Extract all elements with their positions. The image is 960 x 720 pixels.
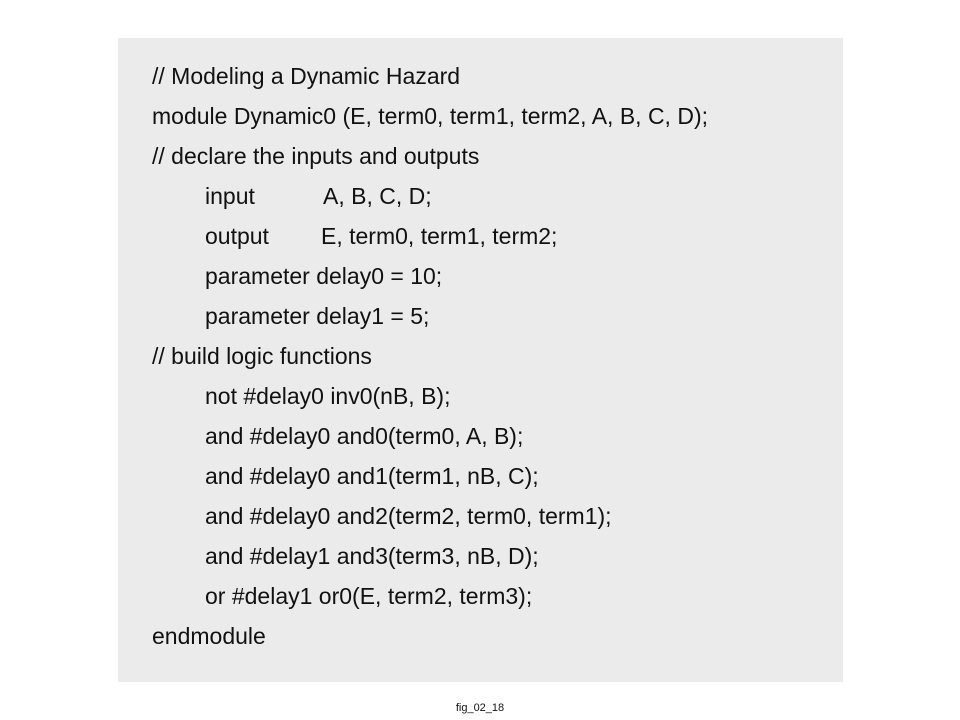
code-output-line — [205, 216, 557, 256]
code-output-keyword: output — [205, 223, 269, 249]
code-panel — [118, 38, 843, 682]
code-comment-declare: // declare the inputs and outputs — [152, 143, 480, 169]
code-parameter-delay0: parameter delay0 = 10; — [205, 263, 443, 289]
code-or-gate: or #delay1 or0(E, term2, term3); — [205, 583, 533, 609]
code-and-gate-3: and #delay1 and3(term3, nB, D); — [205, 543, 539, 569]
code-parameter-delay1: parameter delay1 = 5; — [205, 303, 430, 329]
code-comment-build: // build logic functions — [152, 343, 372, 369]
code-output-list: E, term0, term1, term2; — [321, 223, 558, 249]
code-endmodule: endmodule — [152, 623, 266, 649]
figure-caption: fig_02_18 — [455, 702, 505, 714]
code-input-keyword: input — [205, 183, 255, 209]
code-and-gate-1: and #delay0 and1(term1, nB, C); — [205, 463, 539, 489]
code-and-gate-0: and #delay0 and0(term0, A, B); — [205, 423, 524, 449]
code-not-gate: not #delay0 inv0(nB, B); — [205, 383, 451, 409]
code-comment-title: // Modeling a Dynamic Hazard — [152, 63, 461, 89]
code-and-gate-2: and #delay0 and2(term2, term0, term1); — [205, 503, 612, 529]
code-input-line — [205, 176, 432, 216]
code-module-declaration: module Dynamic0 (E, term0, term1, term2, A, B, C, D); — [152, 103, 708, 129]
code-input-list: A, B, C, D; — [323, 183, 432, 209]
